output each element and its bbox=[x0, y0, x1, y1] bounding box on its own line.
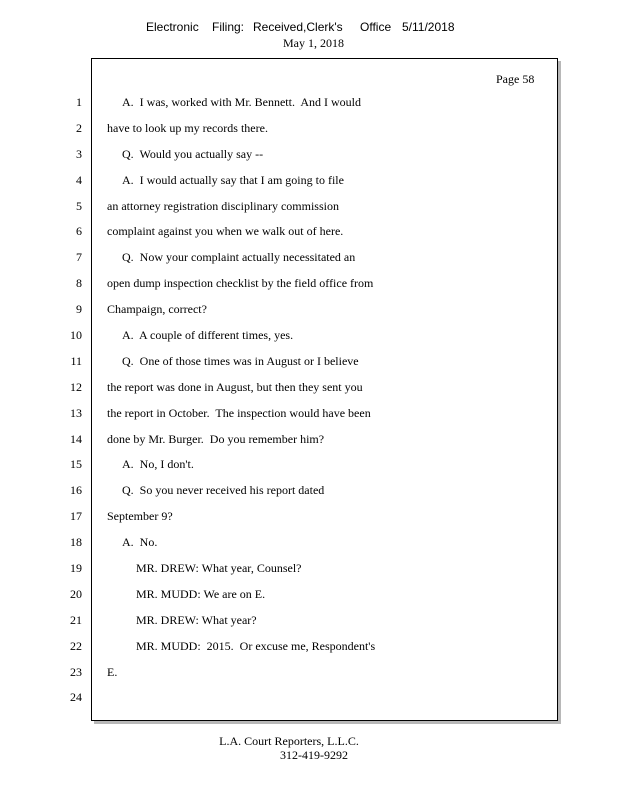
transcript-line: MR. DREW: What year, Counsel? bbox=[136, 561, 302, 576]
line-number: 17 bbox=[70, 509, 82, 524]
transcript-line: A. A couple of different times, yes. bbox=[122, 328, 294, 343]
transcript-line: A. I was, worked with Mr. Bennett. And I would bbox=[122, 95, 361, 109]
footer-phone: 312-419-9292 bbox=[280, 748, 348, 762]
transcript-line: open dump inspection checklist by the field office from bbox=[107, 276, 374, 291]
line-number: 10 bbox=[70, 328, 82, 343]
transcript-line: Q. So you never received his report dated bbox=[122, 483, 325, 498]
transcript-line: the report was done in August, but then they sent you bbox=[107, 379, 363, 394]
transcript-line bbox=[107, 689, 547, 715]
line-number: 23 bbox=[70, 664, 82, 679]
transcript-date: May 1, 2018 bbox=[283, 36, 344, 50]
filing-stamp-electronic: Electronic bbox=[146, 20, 199, 34]
line-number: 4 bbox=[76, 172, 82, 187]
line-number: 14 bbox=[70, 431, 82, 446]
line-number: 2 bbox=[76, 120, 82, 135]
page-number: Page 58 bbox=[496, 72, 535, 86]
line-number: 24 bbox=[70, 690, 82, 705]
transcript-line: done by Mr. Burger. Do you remember him? bbox=[107, 431, 325, 446]
line-number: 20 bbox=[70, 586, 82, 601]
filing-stamp-received: Received,Clerk's bbox=[253, 20, 343, 34]
transcript-line: complaint against you when we walk out of here. bbox=[107, 224, 344, 239]
transcript-line: Q. Now your complaint actually necessitated an bbox=[122, 250, 356, 265]
transcript-line: the report in October. The inspection would have been bbox=[107, 405, 371, 420]
transcript-line: Champaign, correct? bbox=[107, 302, 207, 317]
transcript-line: MR. MUDD: We are on E. bbox=[136, 586, 266, 601]
line-number: 22 bbox=[70, 638, 82, 653]
line-number: 13 bbox=[70, 405, 82, 420]
line-number: 5 bbox=[76, 198, 82, 213]
transcript-line: Q. One of those times was in August or I believe bbox=[122, 353, 359, 368]
line-number: 15 bbox=[70, 457, 82, 472]
transcript-line: Q. Would you actually say -- bbox=[122, 146, 264, 161]
line-number-column bbox=[60, 94, 82, 715]
line-number: 21 bbox=[70, 612, 82, 627]
transcript-line: A. No. bbox=[122, 535, 158, 550]
filing-stamp-date: 5/11/2018 bbox=[402, 20, 455, 34]
line-number: 16 bbox=[70, 483, 82, 498]
transcript-line: MR. MUDD: 2015. Or excuse me, Respondent's bbox=[136, 638, 376, 653]
transcript-line: A. I would actually say that I am going to file bbox=[122, 172, 344, 187]
transcript-line: E. bbox=[107, 664, 118, 679]
transcript-line: A. No, I don't. bbox=[122, 457, 194, 472]
line-number: 18 bbox=[70, 535, 82, 550]
filing-stamp-office: Office bbox=[360, 20, 392, 34]
line-number: 12 bbox=[70, 379, 82, 394]
line-number: 3 bbox=[76, 146, 82, 161]
line-number: 9 bbox=[76, 302, 82, 317]
transcript-line: MR. DREW: What year? bbox=[136, 612, 257, 627]
line-number: 19 bbox=[70, 561, 82, 576]
line-number: 8 bbox=[76, 276, 82, 291]
line-number: 6 bbox=[76, 224, 82, 239]
transcript-text bbox=[107, 94, 547, 715]
transcript-line: September 9? bbox=[107, 509, 173, 524]
line-number: 11 bbox=[70, 353, 82, 368]
footer-company: L.A. Court Reporters, L.L.C. bbox=[219, 734, 359, 748]
filing-stamp-filing: Filing: bbox=[212, 20, 245, 34]
line-number: 7 bbox=[76, 250, 82, 265]
line-number: 1 bbox=[76, 95, 82, 109]
transcript-line: an attorney registration disciplinary commission bbox=[107, 198, 339, 213]
transcript-line: have to look up my records there. bbox=[107, 120, 268, 135]
